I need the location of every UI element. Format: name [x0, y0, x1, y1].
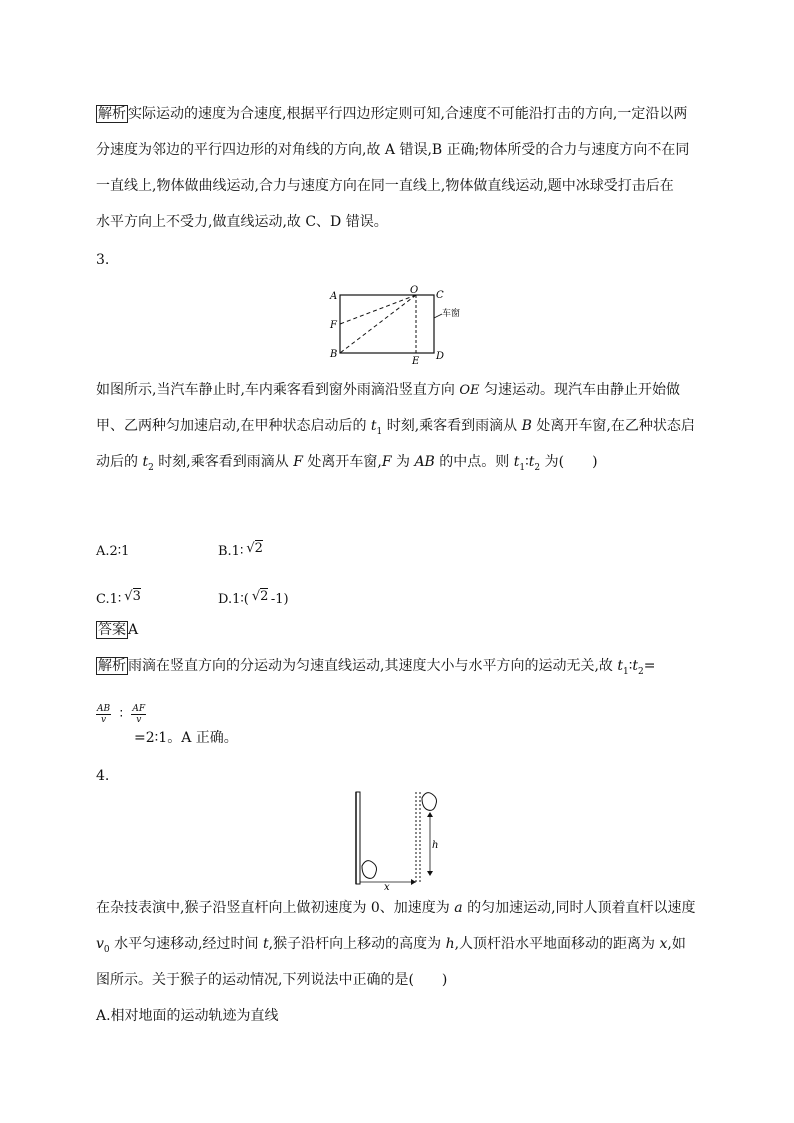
analysis-tag: 解析 [98, 658, 126, 674]
q3-stem-line1: 如图所示,当汽车静止时,车内乘客看到窗外雨滴沿竖直方向 OE 匀速运动。现汽车由静止开始做 [96, 382, 680, 398]
label-A: A [330, 291, 338, 302]
label-x: x [384, 882, 390, 890]
q3-answer: 答案 A [98, 622, 139, 638]
q2-analysis-line2: 分速度为邻边的平行四边形的对角线的方向,故 A 错误,B 正确;物体所受的合力与速度方向不在同 [96, 142, 690, 158]
q3-analysis-fraction-line: $\frac{AB}{v}$ ∶ $\frac{AF}{v}$ [97, 704, 146, 725]
label-D: D [436, 351, 445, 362]
q4-stem-line2: $v_0$ 水平匀速移动,经过时间 t,猴子沿杆向上移动的高度为 h,人顶杆沿水平地面移动的距离为 x,如 [96, 936, 686, 955]
q3-number: 3. [96, 252, 110, 268]
fraction-AF-over-v: $\frac{AF}{v}$ [132, 704, 146, 725]
q4-stem-line3: 图所示。关于猴子的运动情况,下列说法中正确的是( ) [96, 972, 448, 988]
q3-option-A[interactable]: A.2∶1 [96, 544, 130, 559]
label-h: h [432, 840, 439, 851]
q3-car-window-figure [320, 284, 470, 364]
q3-option-D[interactable]: D.1∶( √2 -1) [218, 589, 289, 607]
label-E: E [412, 356, 420, 364]
q3-analysis-result: =2∶1。A 正确。 [134, 730, 238, 746]
q3-analysis-line1: 解析 雨滴在竖直方向的分运动为匀速直线运动,其速度大小与水平方向的运动无关,故 $t_1∶t_2=$ [98, 658, 656, 677]
answer-tag: 答案 [98, 622, 126, 638]
label-O: O [410, 285, 419, 296]
q2-analysis-line4: 水平方向上不受力,做直线运动,故 C、D 错误。 [96, 214, 388, 230]
q4-option-A[interactable]: A.相对地面的运动轨迹为直线 [96, 1008, 279, 1024]
q3-stem-line3: 动后的 $t_2$ 时刻,乘客看到雨滴从 F 处离开车窗,F 为 AB 的中点。则 $t_1∶t_2$ 为( ) [96, 454, 598, 473]
window-rectangle [340, 295, 434, 353]
dashed-OF [340, 295, 416, 324]
label-F: F [330, 320, 337, 331]
label-C: C [436, 290, 444, 301]
dashed-OB [340, 295, 416, 353]
q2-analysis-line1: 解析 实际运动的速度为合速度,根据平行四边形定则可知,合速度不可能沿打击的方向,一定沿以两 [98, 106, 688, 122]
q3-option-C[interactable]: C.1∶ √3 [96, 589, 141, 607]
label-window: 车窗 [442, 309, 461, 319]
analysis-tag: 解析 [98, 106, 126, 122]
q2-analysis-line3: 一直线上,物体做曲线运动,合力与速度方向在同一直线上,物体做直线运动,题中冰球受打击后在 [96, 178, 674, 194]
fraction-AB-over-v: $\frac{AB}{v}$ [97, 704, 111, 725]
q3-stem-line2: 甲、乙两种匀加速启动,在甲种状态启动后的 $t_1$ 时刻,乘客看到雨滴从 B 处离开车窗,在乙种状态启 [96, 418, 695, 437]
q4-number: 4. [96, 768, 110, 784]
label-B: B [330, 349, 338, 360]
q3-option-B[interactable]: B.1∶ √2 [218, 541, 263, 559]
monkey-top-icon [422, 793, 437, 811]
q4-monkey-pole-figure [340, 786, 450, 890]
q4-stem-line1: 在杂技表演中,猴子沿竖直杆向上做初速度为 0、加速度为 a 的匀加速运动,同时人顶着直杆以速度 [96, 900, 696, 916]
window-leader-line [434, 314, 442, 318]
monkey-bottom-icon [362, 861, 377, 879]
